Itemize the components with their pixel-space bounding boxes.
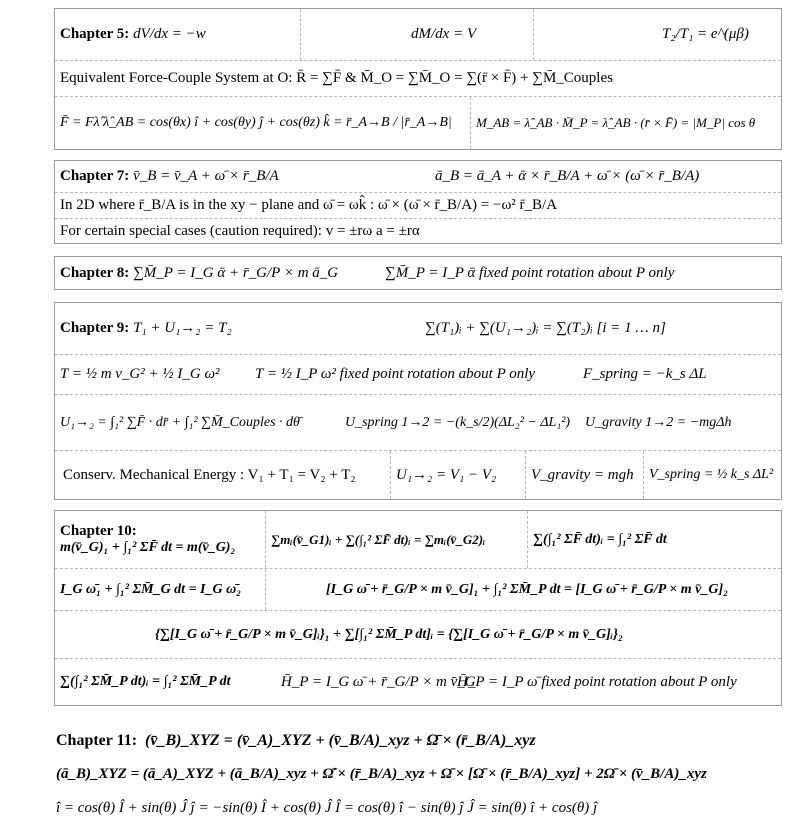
chapter10-impulse-sum: ∑(∫₁² ΣF̄ dt)ᵢ = ∫₁² ΣF̄ dt — [533, 531, 667, 547]
chapter10-angular-impulse-g: I_G ω̄₁ + ∫₁² ΣM̄_G dt = I_G ω̄₂ — [60, 581, 242, 597]
chapter5-cell1 — [55, 9, 300, 60]
chapter8-cell — [55, 257, 781, 289]
chapter11-acceleration: (ā_B)_XYZ = (ā_A)_XYZ + (ā_B/A)_xyz + Ω̄̇ × (r̄_B/A)_xyz + Ω̄ × [Ω̄ × (r̄_B/A)_xyz] + 2Ω̄ × (v̄_B/A)_xyz — [56, 766, 707, 782]
chapter9-label: Chapter 9: — [60, 320, 130, 336]
chapter10-angular-sum: ∑(∫₁² ΣM̄_P dt)ᵢ = ∫₁² ΣM̄_P dt — [60, 674, 231, 689]
chapter10-linear-impulse: m(v̄_G)₁ + ∫₁² ΣF̄ dt = m(v̄_G)₂ — [60, 540, 236, 555]
chapter9-u-potential: U₁→₂ = V₁ − V₂ — [396, 466, 497, 483]
chapter11-section — [56, 726, 786, 836]
chapter8-label: Chapter 8: — [60, 264, 130, 281]
chapter9-v-gravity: V_gravity = mgh — [531, 466, 634, 483]
chapter5-unit-vector: F̄ = Fλ̂ λ̂_AB = cos(θx) î + cos(θy) ĵ + cos(θz) k̂ = r̄_A→B / |r̄_A→B| — [60, 115, 452, 130]
chapter9-ke-fixed: T = ½ I_P ω² fixed point rotation about P only — [255, 366, 536, 382]
chapter7-row1 — [55, 161, 781, 193]
chapter5-cell2 — [300, 9, 533, 60]
chapter11-label: Chapter 11: — [56, 732, 138, 749]
chapter7-special-cases: For certain special cases (caution required): v = ±rω a = ±rα — [60, 222, 420, 239]
chapter9-work-cell — [55, 395, 781, 450]
chapter10-header-cell — [55, 511, 265, 568]
chapter10-momentum-cell — [55, 659, 781, 705]
chapter10-box — [54, 510, 782, 706]
chapter5-row1 — [55, 9, 781, 61]
chapter5-equiv-cell — [55, 61, 781, 96]
chapter10-imp-sum-cell — [527, 511, 781, 568]
chapter8-box — [54, 256, 782, 290]
chapter9-spring-force: F_spring = −k_s ΔL — [583, 366, 707, 382]
chapter9-v-spring: V_spring = ½ k_s ΔL² — [649, 467, 774, 482]
chapter11-line2 — [56, 766, 707, 783]
chapter10-h-fixed: H̄_P = I_P ω̄ fixed point rotation about P only — [457, 673, 737, 690]
chapter10-imp-sys-cell — [265, 511, 527, 568]
chapter5-label: Chapter 5: — [60, 26, 130, 42]
chapter9-conservation: Conserv. Mechanical Energy : V₁ + T₁ = V₂ + T₂ — [63, 466, 356, 483]
chapter5-moment-axis: M_AB = λ̂_AB · M̄_P = λ̂_AB · (r̄ × F̄) = |M_P| cos θ — [476, 115, 756, 130]
chapter7-velocity: v̄_B = v̄_A + ω̄ × r̄_B/A — [133, 168, 279, 184]
chapter7-row2 — [55, 193, 781, 219]
chapter5-moment-axis-cell — [470, 97, 781, 149]
chapter9-row1 — [55, 303, 781, 355]
chapter7-label: Chapter 7: — [60, 168, 130, 184]
chapter5-row3 — [55, 97, 781, 149]
chapter7-row3 — [55, 219, 781, 243]
chapter7-acceleration: ā_B = ā_A + ᾱ × r̄_B/A + ω̄ × (ω̄ × r̄_B/A) — [435, 168, 700, 184]
chapter10-impulse-system: ∑mᵢ(v̄_G1)ᵢ + ∑(∫₁² ΣF̄ dt)ᵢ = ∑mᵢ(v̄_G2)ᵢ — [271, 531, 486, 547]
chapter10-row2 — [55, 569, 781, 611]
chapter9-header-cell — [55, 303, 781, 354]
chapter5-eq-moment: dM/dx = V — [411, 26, 477, 42]
chapter10-row4 — [55, 659, 781, 705]
chapter10-ang2-cell — [265, 569, 781, 610]
chapter5-eq-shear: dV/dx = −w — [133, 26, 206, 42]
chapter8-moment-eq: ∑M̄_P = I_G ᾱ + r̄_G/P × m ā_G — [133, 264, 339, 281]
chapter9-ke-cell — [55, 355, 781, 394]
chapter11-basis: î = cos(θ) Î + sin(θ) Ĵ ĵ = −sin(θ) Î + cos(θ) Ĵ Î = cos(θ) î − sin(θ) ĵ Ĵ = sin(θ) î + cos(θ) ĵ — [56, 800, 598, 816]
chapter5-cell3 — [533, 9, 781, 60]
chapter7-in-2d: In 2D where r̄_B/A is in the xy − plane and ω̄ = ωk̂ : ω̄ × (ω̄ × r̄_B/A) = −ω² r̄_B/A — [60, 197, 558, 213]
chapter11-line1 — [56, 732, 536, 750]
chapter5-unitvec-cell — [55, 97, 470, 149]
chapter9-work-gravity: U_gravity 1→2 = −mgΔh — [585, 414, 732, 430]
chapter7-2d-cell — [55, 193, 781, 218]
chapter10-angular-impulse-p: [I_G ω̄ + r̄_G/P × m v̄_G]₁ + ∫₁² ΣM̄_P dt = [I_G ω̄ + r̄_G/P × m v̄_G]₂ — [326, 581, 728, 597]
chapter10-row1 — [55, 511, 781, 569]
chapter10-angsys-cell — [55, 611, 781, 658]
chapter7-special-cell — [55, 219, 781, 243]
chapter9-work-energy: T₁ + U₁→₂ = T₂ — [133, 320, 232, 336]
chapter5-row2 — [55, 61, 781, 97]
chapter9-vgrav-cell — [525, 451, 643, 499]
chapter5-eq-belt: T₂/T₁ = e^(μβ) — [662, 26, 749, 42]
chapter9-conserv-cell — [55, 451, 390, 499]
chapter7-box — [54, 160, 782, 244]
chapter5-box — [54, 8, 782, 150]
chapter9-row4 — [55, 451, 781, 499]
chapter9-vspring-cell — [643, 451, 781, 499]
chapter7-eq-cell — [55, 161, 781, 192]
chapter10-ang1-cell — [55, 569, 265, 610]
chapter9-row3 — [55, 395, 781, 451]
chapter11-line3 — [56, 800, 597, 817]
chapter9-upot-cell — [390, 451, 525, 499]
chapter10-h-p: H̄_P = I_G ω̄ + r̄_G/P × m v̄_G — [281, 673, 476, 690]
chapter10-label: Chapter 10: — [60, 523, 137, 539]
chapter9-work: U₁→₂ = ∫₁² ∑F̄ · dr̄ + ∫₁² ∑M̄_Couples · dθ̄ — [60, 414, 300, 430]
chapter9-kinetic-energy: T = ½ m v_G² + ½ I_G ω² — [60, 366, 220, 382]
chapter9-row2 — [55, 355, 781, 395]
chapter10-angular-system: {∑[I_G ω̄ + r̄_G/P × m v̄_G]ᵢ}₁ + ∑[∫₁² ΣM̄_P dt]ᵢ = {∑[I_G ω̄ + r̄_G/P × m v̄_G]ᵢ}₂ — [155, 626, 623, 642]
chapter9-sum-form: ∑(T₁)ᵢ + ∑(U₁→₂)ᵢ = ∑(T₂)ᵢ [i = 1 … n] — [425, 320, 666, 336]
chapter10-row3 — [55, 611, 781, 659]
chapter9-box — [54, 302, 782, 500]
chapter8-row — [55, 257, 781, 289]
chapter9-work-spring: U_spring 1→2 = −(k_s/2)(ΔL₂² − ΔL₁²) — [345, 414, 571, 430]
chapter8-fixed-rotation: ∑M̄_P = I_P ᾱ fixed point rotation about P only — [385, 264, 675, 281]
chapter11-velocity: (v̄_B)_XYZ = (v̄_A)_XYZ + (v̄_B/A)_xyz + Ω̄ × (r̄_B/A)_xyz — [145, 732, 536, 749]
chapter5-equiv-system: Equivalent Force-Couple System at O: R̄ = ∑F̄ & M̄_O = ∑M̄_O = ∑(r̄ × F̄) + ∑M̄_Couples — [60, 70, 613, 86]
